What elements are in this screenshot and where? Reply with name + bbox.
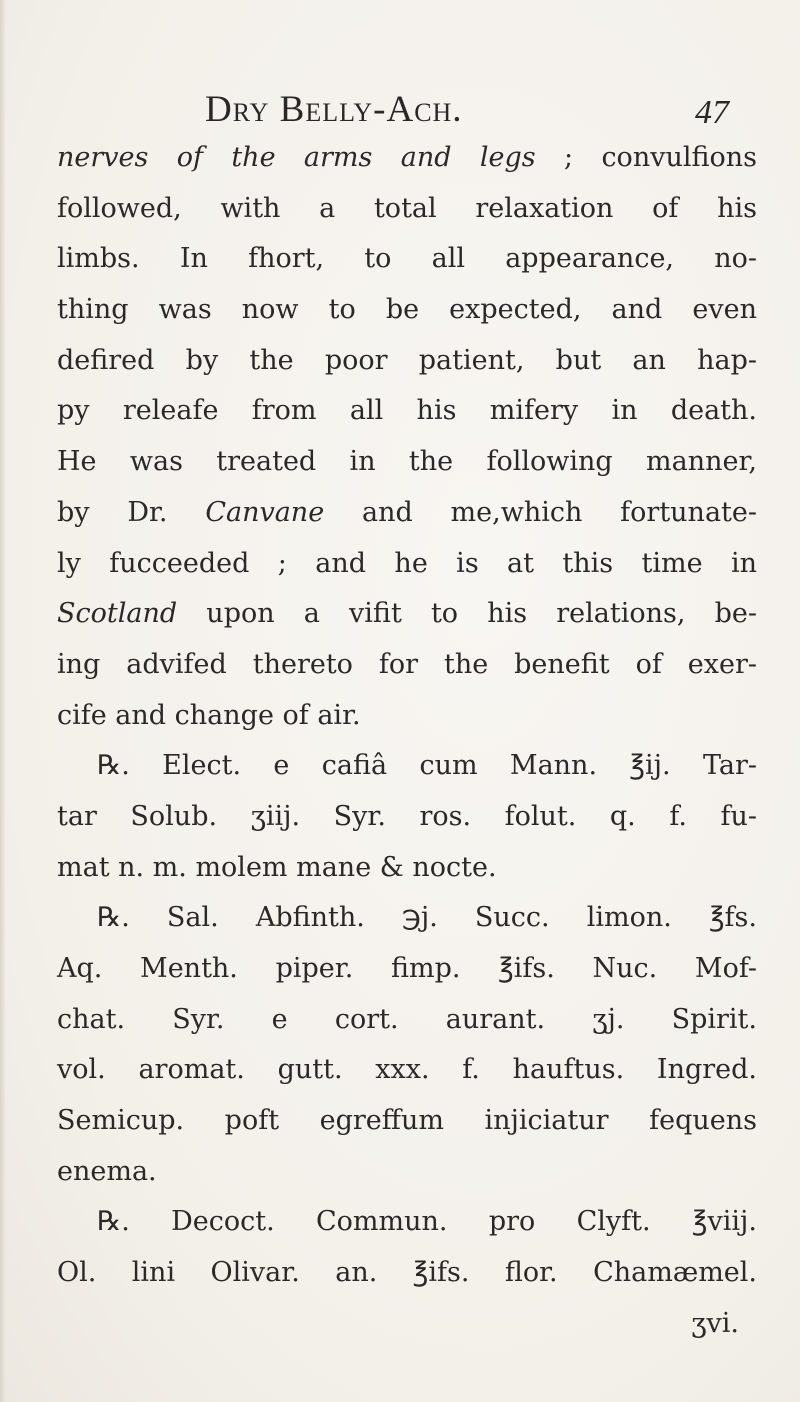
- text-segment: Ol. lini Olivar. an. ℥ifs. flor. Chamæmel.: [57, 1257, 757, 1289]
- text-line: [57, 386, 757, 437]
- body-text: [57, 133, 757, 1350]
- text-line: [57, 995, 757, 1046]
- text-segment: Aq. Menth. piper. fimp. ℥ifs. Nuc. Mof-: [57, 953, 757, 984]
- text-line: [57, 133, 757, 184]
- text-segment: followed, with a total relaxation of his: [57, 192, 757, 224]
- text-segment: py releafe from all his mifery in death.: [57, 395, 757, 427]
- text-segment: cife and change of air.: [57, 699, 361, 731]
- text-line: [57, 1197, 757, 1248]
- text-segment: ly fucceeded ; and he is at this time in: [57, 547, 757, 579]
- text-segment: defired by the poor patient, but an hap-: [57, 344, 757, 376]
- text-line: [57, 792, 757, 843]
- italic-text-segment: Canvane: [205, 496, 325, 528]
- text-line: [57, 843, 757, 894]
- text-segment: by Dr.: [57, 496, 206, 528]
- text-segment: upon a vifit to his relations, be-: [177, 598, 757, 630]
- text-line: [57, 741, 757, 792]
- text-segment: chat. Syr. e cort. aurant. ʒj. Spirit.: [57, 1003, 757, 1035]
- text-line: [57, 1147, 757, 1198]
- text-line: [57, 944, 757, 995]
- text-segment: ; convulfions: [535, 142, 757, 173]
- text-segment: enema.: [57, 1155, 157, 1187]
- text-line: [57, 488, 757, 539]
- text-line: [57, 691, 757, 742]
- text-segment: ℞. Decoct. Commun. pro Clyft. ℥viij.: [97, 1206, 757, 1238]
- text-segment: mat n. m. molem mane & nocte.: [57, 851, 497, 883]
- italic-text-segment: Scotland: [57, 598, 178, 630]
- text-line: [57, 1045, 757, 1096]
- text-segment: thing was now to be expected, and even: [57, 294, 757, 326]
- page-gutter-shadow: [0, 0, 6, 1402]
- text-segment: ing advifed thereto for the benefit of exer-: [57, 648, 757, 680]
- text-line: [57, 285, 757, 336]
- running-head-title: Dry Belly-Ach.: [205, 89, 463, 130]
- text-line: [57, 539, 757, 590]
- text-line: [57, 1299, 757, 1350]
- page-number: 47: [695, 94, 729, 131]
- text-line: [57, 1248, 757, 1299]
- text-line: [57, 1096, 757, 1147]
- text-segment: ℞. Sal. Abfinth. ℈j. Succ. limon. ℥fs.: [97, 902, 757, 934]
- text-segment: ʒvi.: [691, 1307, 739, 1339]
- text-line: [57, 336, 757, 387]
- running-head: [0, 88, 800, 138]
- text-segment: ℞. Elect. e cafiâ cum Mann. ℥ij. Tar-: [97, 750, 757, 782]
- text-segment: vol. aromat. gutt. xxx. f. hauftus. Ingred.: [57, 1054, 757, 1086]
- italic-text-segment: nerves of the arms and legs: [57, 142, 536, 173]
- text-line: [57, 640, 757, 691]
- text-segment: He was treated in the following manner,: [57, 446, 757, 478]
- text-segment: Semicup. poft egreffum injiciatur fequens: [57, 1105, 757, 1137]
- text-line: [57, 234, 757, 285]
- text-line: [57, 893, 757, 944]
- text-line: [57, 184, 757, 235]
- text-segment: limbs. In fhort, to all appearance, no-: [57, 243, 757, 275]
- text-segment: tar Solub. ʒiij. Syr. ros. folut. q. f. fu-: [57, 800, 757, 832]
- text-line: [57, 437, 757, 488]
- text-segment: and me,which fortunate-: [324, 496, 757, 528]
- text-line: [57, 589, 757, 640]
